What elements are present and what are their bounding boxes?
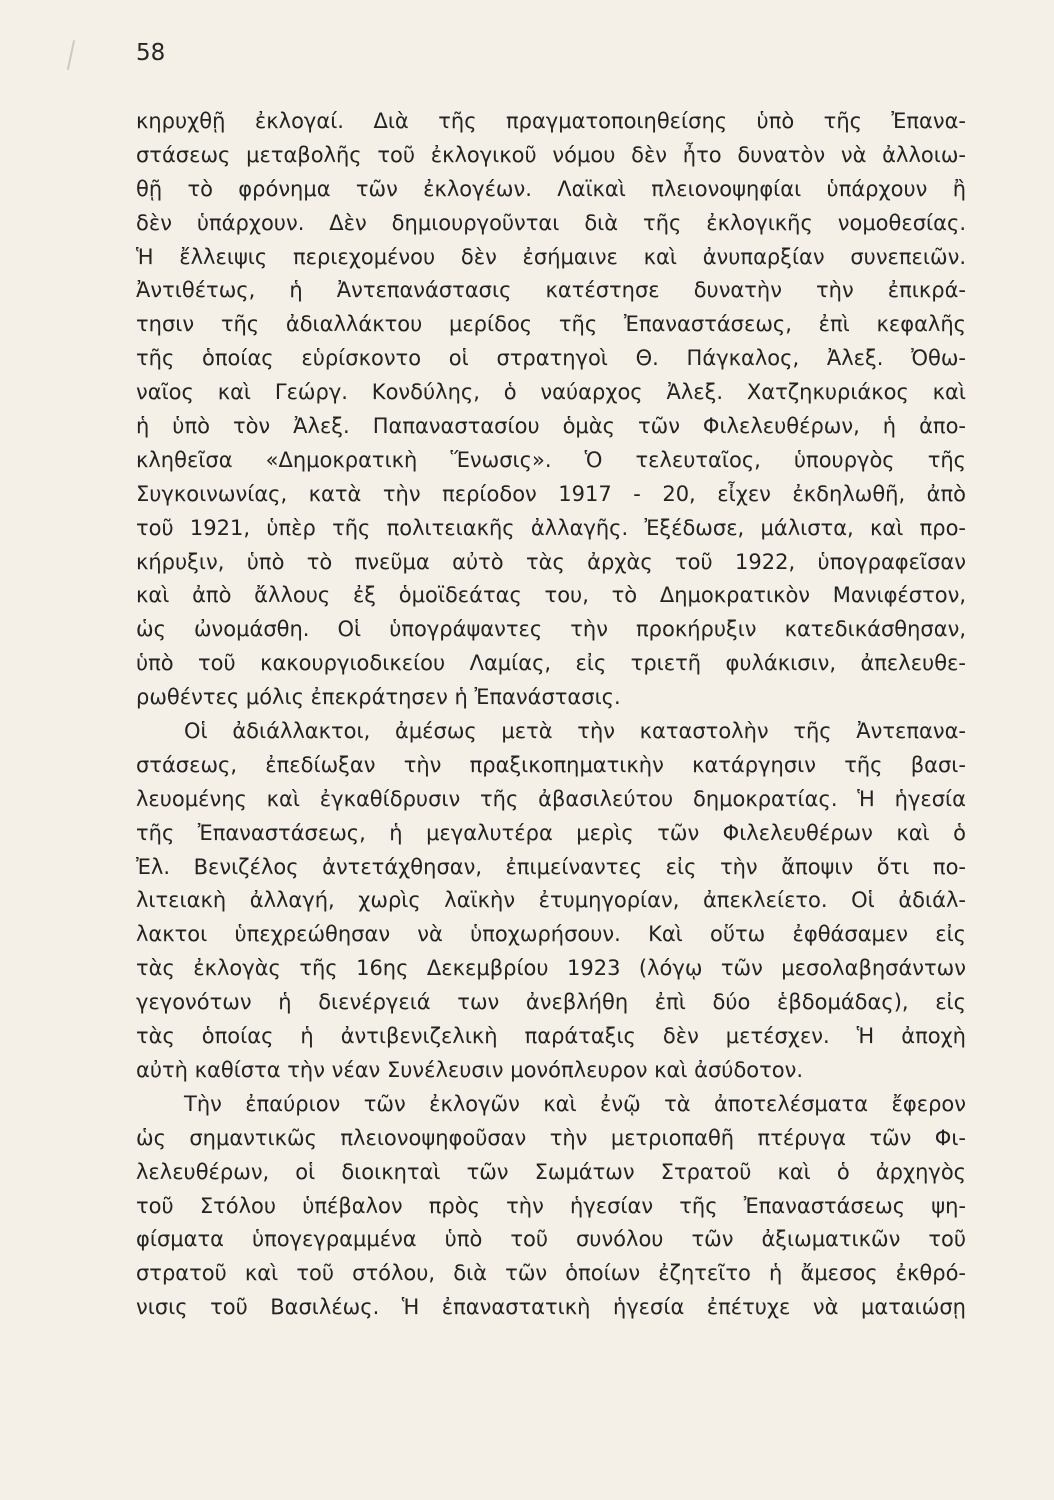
text-line: τησιν τῆς ἀδιαλλάκτου μερίδος τῆς Ἐπαναστάσεως, ἐπὶ κεφαλῆς xyxy=(136,312,966,337)
text-line: κήρυξιν, ὑπὸ τὸ πνεῦμα αὐτὸ τὰς ἀρχὰς τοῦ 1922, ὑπογραφεῖσαν xyxy=(136,549,966,574)
paragraph-3 xyxy=(136,1088,966,1325)
text-line: κληθεῖσα «Δημοκρατικὴ Ἕνωσις». Ὁ τελευταῖος, ὑπουργὸς τῆς xyxy=(136,447,966,472)
text-line: Συγκοινωνίας, κατὰ τὴν περίοδον 1917 - 20, εἶχεν ἐκδηλωθῆ, ἀπὸ xyxy=(136,481,966,506)
text-line: Ἀντιθέτως, ἡ Ἀντεπανάστασις κατέστησε δυνατὴν τὴν ἐπικρά- xyxy=(136,278,966,303)
text-line: τοῦ 1921, ὑπὲρ τῆς πολιτειακῆς ἀλλαγῆς. Ἐξέδωσε, μάλιστα, καὶ προ- xyxy=(136,515,966,540)
pencil-mark xyxy=(67,40,75,70)
text-line: Ἡ ἔλλειψις περιεχομένου δὲν ἐσήμαινε καὶ ἀνυπαρξίαν συνεπειῶν. xyxy=(136,244,966,269)
text-line: αὐτὴ καθίστα τὴν νέαν Συνέλευσιν μονόπλευρον καὶ ἀσύδοτον. xyxy=(136,1057,804,1082)
text-line: τῆς Ἐπαναστάσεως, ἡ μεγαλυτέρα μερὶς τῶν Φιλελευθέρων καὶ ὁ xyxy=(136,820,966,845)
text-line: τῆς ὁποίας εὑρίσκοντο οἱ στρατηγοὶ Θ. Πάγκαλος, Ἀλεξ. Ὀθω- xyxy=(136,346,966,371)
text-line: καὶ ἀπὸ ἄλλους ἐξ ὁμοϊδεάτας του, τὸ Δημοκρατικὸν Μανιφέστον, xyxy=(136,583,966,608)
text-line: λευομένης καὶ ἐγκαθίδρυσιν τῆς ἀβασιλεύτου δημοκρατίας. Ἡ ἡγεσία xyxy=(136,786,966,811)
page-number: 58 xyxy=(136,40,166,66)
text-line: λιτειακὴ ἀλλαγή, χωρὶς λαϊκὴν ἐτυμηγορίαν, ἀπεκλείετο. Οἱ ἀδιάλ- xyxy=(136,888,966,913)
text-line: δὲν ὑπάρχουν. Δὲν δημιουργοῦνται διὰ τῆς ἐκλογικῆς νομοθεσίας. xyxy=(136,210,966,235)
text-line: ὡς σημαντικῶς πλειονοψηφοῦσαν τὴν μετριοπαθῆ πτέρυγα τῶν Φι- xyxy=(136,1125,966,1150)
text-line: θῇ τὸ φρόνημα τῶν ἐκλογέων. Λαϊκαὶ πλειονοψηφίαι ὑπάρχουν ἢ xyxy=(136,176,966,201)
paragraph-2 xyxy=(136,715,966,1088)
text-line: ρωθέντες μόλις ἐπεκράτησεν ἡ Ἐπανάστασις. xyxy=(136,685,621,710)
body-text xyxy=(136,105,966,1325)
text-line: λελευθέρων, οἱ διοικηταὶ τῶν Σωμάτων Στρατοῦ καὶ ὁ ἀρχηγὸς xyxy=(136,1159,966,1184)
text-line: Οἱ ἀδιάλλακτοι, ἀμέσως μετὰ τὴν καταστολὴν τῆς Ἀντεπανα- xyxy=(184,719,966,744)
text-line: τοῦ Στόλου ὑπέβαλον πρὸς τὴν ἡγεσίαν τῆς Ἐπαναστάσεως ψη- xyxy=(136,1193,966,1218)
text-line: λακτοι ὑπεχρεώθησαν νὰ ὑποχωρήσουν. Καὶ οὕτω ἐφθάσαμεν εἰς xyxy=(136,922,966,947)
text-line: στάσεως μεταβολῆς τοῦ ἐκλογικοῦ νόμου δὲν ἦτο δυνατὸν νὰ ἀλλοιω- xyxy=(136,142,966,167)
text-line: Ἐλ. Βενιζέλος ἀντετάχθησαν, ἐπιμείναντες εἰς τὴν ἄποψιν ὅτι πο- xyxy=(136,854,966,879)
text-line: γεγονότων ἡ διενέργειά των ἀνεβλήθη ἐπὶ δύο ἑβδομάδας), εἰς xyxy=(136,990,966,1015)
text-line: κηρυχθῇ ἐκλογαί. Διὰ τῆς πραγματοποιηθείσης ὑπὸ τῆς Ἐπανα- xyxy=(136,109,966,133)
text-line: στρατοῦ καὶ τοῦ στόλου, διὰ τῶν ὁποίων ἐζητεῖτο ἡ ἄμεσος ἐκθρό- xyxy=(136,1261,966,1286)
text-line: ἡ ὑπὸ τὸν Ἀλεξ. Παπαναστασίου ὁμὰς τῶν Φιλελευθέρων, ἡ ἀπο- xyxy=(136,414,966,439)
text-line: τὰς ἐκλογὰς τῆς 16ης Δεκεμβρίου 1923 (λόγῳ τῶν μεσολαβησάντων xyxy=(136,956,966,981)
text-line: Τὴν ἐπαύριον τῶν ἐκλογῶν καὶ ἐνῷ τὰ ἀποτελέσματα ἔφερον xyxy=(184,1091,966,1116)
text-line: ναῖος καὶ Γεώργ. Κονδύλης, ὁ ναύαρχος Ἀλεξ. Χατζηκυριάκος καὶ xyxy=(136,380,966,405)
text-line: νισις τοῦ Βασιλέως. Ἡ ἐπαναστατικὴ ἡγεσία ἐπέτυχε νὰ ματαιώσῃ xyxy=(136,1295,966,1320)
text-line: ὡς ὠνομάσθη. Οἱ ὑπογράψαντες τὴν προκήρυξιν κατεδικάσθησαν, xyxy=(136,617,966,642)
text-line: ὑπὸ τοῦ κακουργιοδικείου Λαμίας, εἰς τριετῆ φυλάκισιν, ἀπελευθε- xyxy=(136,651,966,676)
text-line: τὰς ὁποίας ἡ ἀντιβενιζελικὴ παράταξις δὲν μετέσχεν. Ἡ ἀποχὴ xyxy=(136,1024,966,1049)
text-line: φίσματα ὑπογεγραμμένα ὑπὸ τοῦ συνόλου τῶν ἀξιωματικῶν τοῦ xyxy=(136,1227,966,1252)
text-line: στάσεως, ἐπεδίωξαν τὴν πραξικοπηματικὴν κατάργησιν τῆς βασι- xyxy=(136,752,966,777)
paragraph-1 xyxy=(136,105,966,715)
